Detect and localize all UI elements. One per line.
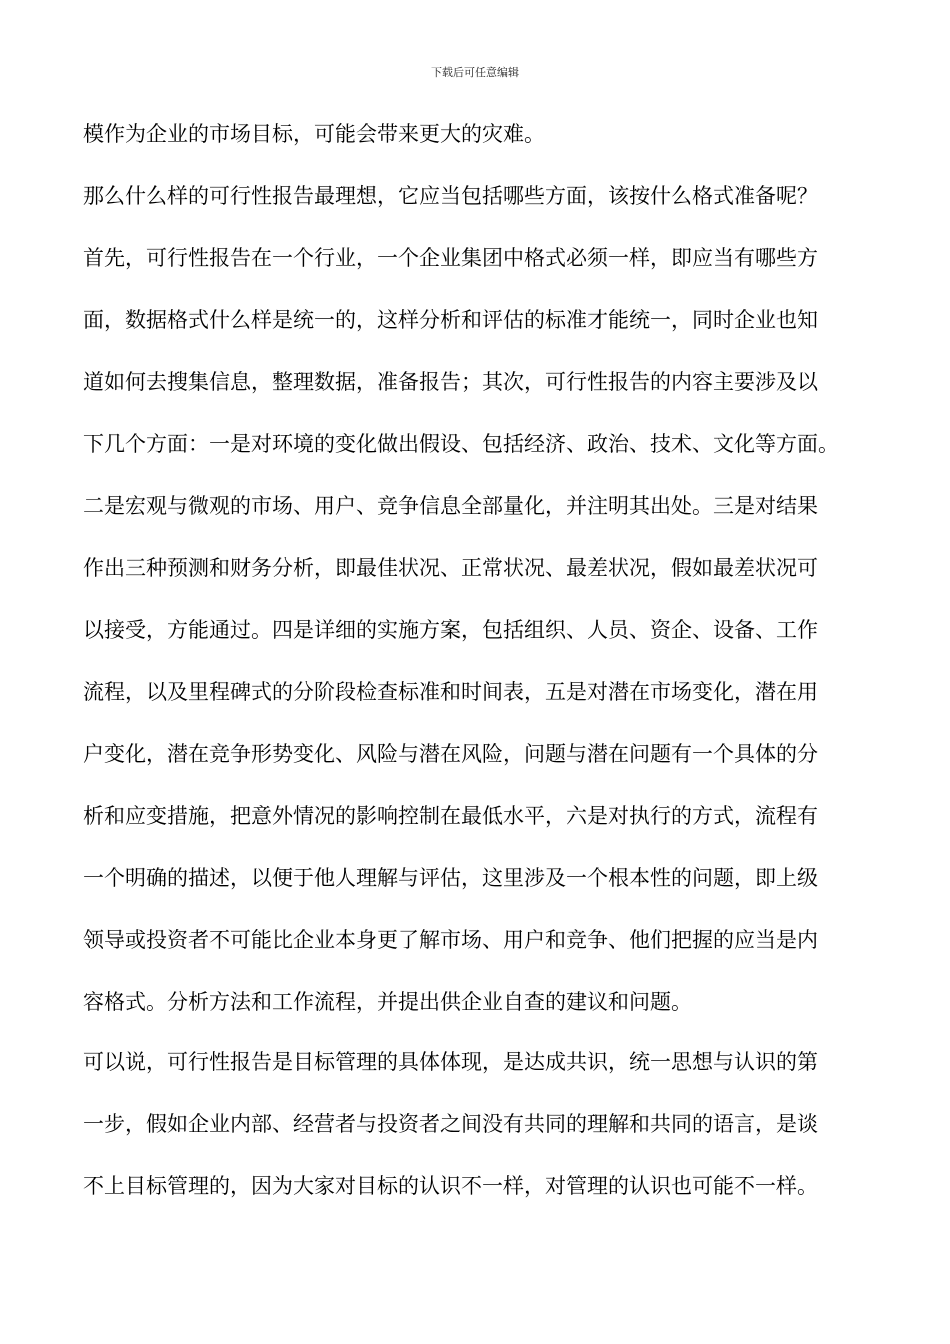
page-header: 下载后可任意编辑 (431, 66, 519, 79)
text-line: 那么什么样的可行性报告最理想，它应当包括哪些方面，该按什么格式准备呢？ (83, 184, 818, 208)
text-line: 可以说，可行性报告是目标管理的具体体现，是达成共识，统一思想与认识的第 (83, 1050, 818, 1074)
text-line: 首先，可行性报告在一个行业，一个企业集团中格式必须一样，即应当有哪些方 (83, 246, 818, 270)
text-line: 模作为企业的市场目标，可能会带来更大的灾难。 (83, 122, 545, 146)
text-line: 容格式。分析方法和工作流程，并提出供企业自查的建议和问题。 (83, 990, 692, 1014)
text-line: 下几个方面：一是对环境的变化做出假设、包括经济、政治、技术、文化等方面。 (83, 432, 839, 456)
text-line: 二是宏观与微观的市场、用户、竞争信息全部量化，并注明其出处。三是对结果 (83, 494, 818, 518)
text-line: 流程，以及里程碑式的分阶段检查标准和时间表，五是对潜在市场变化，潜在用 (83, 680, 818, 704)
text-line: 户变化，潜在竞争形势变化、风险与潜在风险，问题与潜在问题有一个具体的分 (83, 742, 818, 766)
text-line: 面，数据格式什么样是统一的，这样分析和评估的标准才能统一，同时企业也知 (83, 308, 818, 332)
text-line: 不上目标管理的，因为大家对目标的认识不一样，对管理的认识也可能不一样。 (83, 1174, 818, 1198)
text-line: 以接受，方能通过。四是详细的实施方案，包括组织、人员、资企、设备、工作 (83, 618, 818, 642)
text-line: 一步，假如企业内部、经营者与投资者之间没有共同的理解和共同的语言，是谈 (83, 1112, 818, 1136)
text-line: 析和应变措施，把意外情况的影响控制在最低水平，六是对执行的方式，流程有 (83, 804, 818, 828)
text-line: 一个明确的描述，以便于他人理解与评估，这里涉及一个根本性的问题，即上级 (83, 866, 818, 890)
text-line: 道如何去搜集信息，整理数据，准备报告；其次，可行性报告的内容主要涉及以 (83, 370, 818, 394)
text-line: 领导或投资者不可能比企业本身更了解市场、用户和竞争、他们把握的应当是内 (83, 928, 818, 952)
text-line: 作出三种预测和财务分析，即最佳状况、正常状况、最差状况，假如最差状况可 (83, 556, 818, 580)
